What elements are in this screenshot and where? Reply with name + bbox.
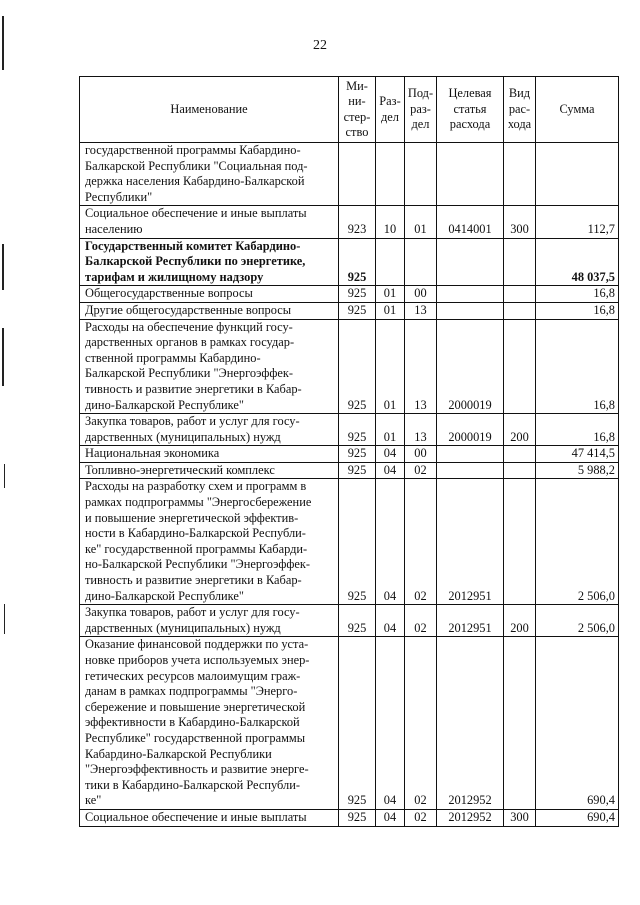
row-section-cell: 04 [376,462,405,479]
row-expense-type-cell: 200 [504,414,536,446]
row-subsection-cell: 13 [405,302,437,319]
table-row [80,286,619,303]
column-header-subsection: Под- раз- дел [405,77,437,143]
row-subsection-cell [405,238,437,286]
row-amount-cell: 2 506,0 [536,605,619,637]
row-ministry-cell: 925 [339,446,376,463]
row-subsection-cell: 02 [405,809,437,826]
row-amount-cell: 16,8 [536,302,619,319]
row-expense-type-cell [504,302,536,319]
row-expense-type-cell [504,286,536,303]
row-ministry-cell: 925 [339,238,376,286]
table-row [80,143,619,206]
row-expense-type-cell: 300 [504,809,536,826]
row-subsection-cell: 01 [405,206,437,238]
table-row [80,319,619,414]
row-ministry-cell: 925 [339,286,376,303]
column-header-expense-type: Вид рас- хода [504,77,536,143]
row-ministry-cell: 925 [339,809,376,826]
row-name-cell: государственной программы Кабардино- Балкарской Республики "Социальная под- держка населения Кабардино-Балкарской Республики" [80,143,339,206]
row-ministry-cell: 925 [339,319,376,414]
row-name-cell: Социальное обеспечение и иные выплаты населению [80,206,339,238]
row-name-cell: Закупка товаров, работ и услуг для госу- дарственных (муниципальных) нужд [80,605,339,637]
row-section-cell: 04 [376,446,405,463]
row-target-cell: 2012952 [437,637,504,810]
row-subsection-cell: 00 [405,446,437,463]
row-name-cell: Топливно-энергетический комплекс [80,462,339,479]
page-number: 22 [313,38,327,53]
row-amount-cell [536,143,619,206]
row-section-cell: 01 [376,286,405,303]
row-section-cell: 01 [376,319,405,414]
table-row [80,206,619,238]
row-amount-cell: 112,7 [536,206,619,238]
scan-edge-mark [4,464,5,488]
row-subsection-cell: 02 [405,462,437,479]
row-target-cell [437,238,504,286]
row-amount-cell: 16,8 [536,286,619,303]
row-name-cell: Общегосударственные вопросы [80,286,339,303]
row-target-cell: 2012952 [437,809,504,826]
row-amount-cell: 2 506,0 [536,479,619,605]
row-section-cell [376,238,405,286]
row-ministry-cell: 925 [339,637,376,810]
row-target-cell [437,143,504,206]
scan-edge-mark [4,604,5,634]
row-expense-type-cell [504,637,536,810]
row-section-cell: 04 [376,479,405,605]
row-target-cell: 2000019 [437,414,504,446]
row-amount-cell: 16,8 [536,319,619,414]
column-header-name: Наименование [80,77,339,143]
row-ministry-cell: 925 [339,605,376,637]
row-name-cell: Социальное обеспечение и иные выплаты [80,809,339,826]
row-amount-cell: 690,4 [536,637,619,810]
row-name-cell: Расходы на обеспечение функций госу- дарственных органов в рамках государ- ственной программы Кабардино- Балкарской Республики "Энергоэффек- тивность и развитие энергетики в Кабар- дино-Балкарской Республике" [80,319,339,414]
row-expense-type-cell [504,446,536,463]
row-subsection-cell [405,143,437,206]
column-header-amount: Сумма [536,77,619,143]
row-expense-type-cell: 200 [504,605,536,637]
row-expense-type-cell [504,238,536,286]
row-target-cell [437,286,504,303]
table-row [80,414,619,446]
row-section-cell: 01 [376,302,405,319]
row-name-cell: Национальная экономика [80,446,339,463]
row-section-cell: 04 [376,637,405,810]
table-header-row [80,77,619,143]
row-subsection-cell: 13 [405,319,437,414]
row-target-cell [437,302,504,319]
table-row [80,605,619,637]
row-target-cell: 2000019 [437,319,504,414]
row-target-cell: 2012951 [437,605,504,637]
row-section-cell: 10 [376,206,405,238]
scan-edge-mark [2,16,4,70]
column-header-ministry: Ми- ни- стер- ство [339,77,376,143]
row-ministry-cell: 925 [339,462,376,479]
row-section-cell: 04 [376,809,405,826]
table-row [80,462,619,479]
row-expense-type-cell [504,319,536,414]
row-name-cell: Оказание финансовой поддержки по уста- новке приборов учета используемых энер- гетических ресурсов малоимущим граж- данам в рамках подпрограммы "Энерго- сбережение и повышение энергетической эффективности в Кабардино-Балкарской Республике" государственной программы Кабардино-Балкарской Республики "Энергоэффективность и развитие энерге- тики в Кабардино-Балкарской Республи- ке" [80,637,339,810]
row-target-cell: 0414001 [437,206,504,238]
row-section-cell [376,143,405,206]
row-amount-cell: 47 414,5 [536,446,619,463]
row-expense-type-cell [504,143,536,206]
row-ministry-cell: 925 [339,414,376,446]
row-ministry-cell: 925 [339,302,376,319]
row-section-cell: 04 [376,605,405,637]
table-row [80,302,619,319]
row-amount-cell: 690,4 [536,809,619,826]
row-subsection-cell: 02 [405,605,437,637]
column-header-section: Раз- дел [376,77,405,143]
row-subsection-cell: 02 [405,637,437,810]
row-target-cell [437,462,504,479]
row-ministry-cell: 925 [339,479,376,605]
row-ministry-cell [339,143,376,206]
scan-edge-mark [2,328,4,386]
table-row [80,479,619,605]
row-amount-cell: 16,8 [536,414,619,446]
row-amount-cell: 48 037,5 [536,238,619,286]
row-subsection-cell: 13 [405,414,437,446]
row-subsection-cell: 00 [405,286,437,303]
row-name-cell: Государственный комитет Кабардино- Балкарской Республики по энергетике, тарифам и жилищному надзору [80,238,339,286]
scan-edge-mark [2,244,4,290]
row-expense-type-cell [504,479,536,605]
row-amount-cell: 5 988,2 [536,462,619,479]
row-target-cell [437,446,504,463]
row-section-cell: 01 [376,414,405,446]
table-row [80,238,619,286]
row-name-cell: Расходы на разработку схем и программ в рамках подпрограммы "Энергосбережение и повышение энергетической эффектив- ности в Кабардино-Балкарской Республи- ке" государственной программы Кабарди- но-Балкарской Республики "Энергоэффек- тивность и развитие энергетики в Кабар- дино-Балкарской Республике" [80,479,339,605]
table-row [80,446,619,463]
budget-table [79,76,619,827]
table-row [80,809,619,826]
row-subsection-cell: 02 [405,479,437,605]
row-expense-type-cell: 300 [504,206,536,238]
row-target-cell: 2012951 [437,479,504,605]
row-ministry-cell: 923 [339,206,376,238]
row-name-cell: Закупка товаров, работ и услуг для госу- дарственных (муниципальных) нужд [80,414,339,446]
row-expense-type-cell [504,462,536,479]
row-name-cell: Другие общегосударственные вопросы [80,302,339,319]
column-header-target: Целевая статья расхода [437,77,504,143]
table-row [80,637,619,810]
